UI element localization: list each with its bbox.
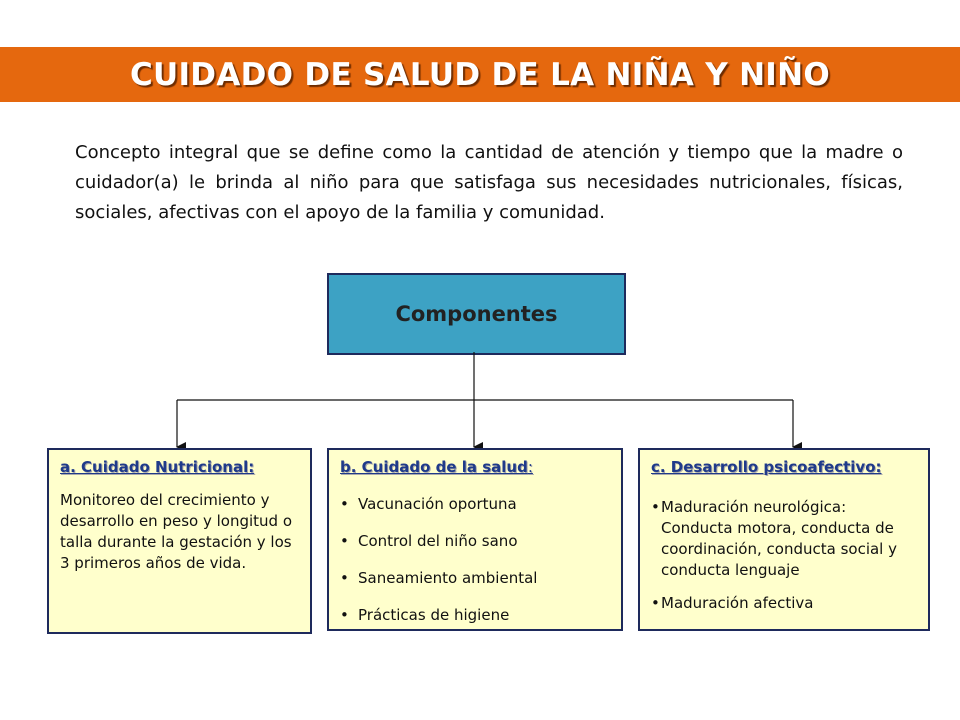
card-a-heading: a. Cuidado Nutricional: — [60, 458, 255, 476]
list-item-text: Prácticas de higiene — [358, 606, 510, 624]
list-item-text: Maduración afectiva — [661, 594, 814, 612]
bullet-icon: • — [340, 606, 349, 624]
intro-paragraph: Concepto integral que se define como la cantidad de atención y tiempo que la madre o cuidador(a) le brinda al niño para que satisfaga sus necesidades nutricionales, físicas, sociales, afectivas con el apoyo de la familia y comunidad. — [75, 142, 903, 223]
card-b-heading-wrap — [340, 458, 533, 476]
list-item — [340, 532, 613, 569]
list-item-text: Control del niño sano — [358, 532, 518, 550]
list-item — [651, 593, 922, 614]
list-item-text: Vacunación oportuna — [358, 495, 517, 513]
card-health-care — [327, 448, 623, 631]
list-item — [340, 495, 613, 532]
list-item — [340, 606, 613, 643]
card-b-heading-colon: : — [527, 458, 533, 476]
development-list — [651, 497, 922, 614]
bullet-icon: • — [651, 498, 660, 516]
bullet-icon: • — [340, 532, 349, 550]
bullet-icon: • — [340, 569, 349, 587]
card-a-body: Monitoreo del crecimiento y desarrollo en peso y longitud o talla durante la gestación y los 3 primeros años de vida. — [60, 491, 293, 572]
components-label: Componentes — [395, 302, 558, 326]
bullet-icon: • — [340, 495, 349, 513]
page-title: CUIDADO DE SALUD DE LA NIÑA Y NIÑO — [129, 56, 831, 93]
card-psychoaffective-development — [638, 448, 930, 631]
card-c-heading: c. Desarrollo psicoafectivo: — [651, 458, 882, 476]
list-item-text: Maduración neurológica: Conducta motora, conducta de coordinación, conducta social y conducta lenguaje — [661, 498, 897, 579]
card-nutritional-care — [47, 448, 312, 634]
health-care-list — [340, 495, 613, 643]
list-item — [651, 497, 922, 581]
list-item-text: Saneamiento ambiental — [358, 569, 538, 587]
card-b-heading: b. Cuidado de la salud — [340, 458, 528, 476]
list-item — [340, 569, 613, 606]
bullet-icon: • — [651, 594, 660, 612]
